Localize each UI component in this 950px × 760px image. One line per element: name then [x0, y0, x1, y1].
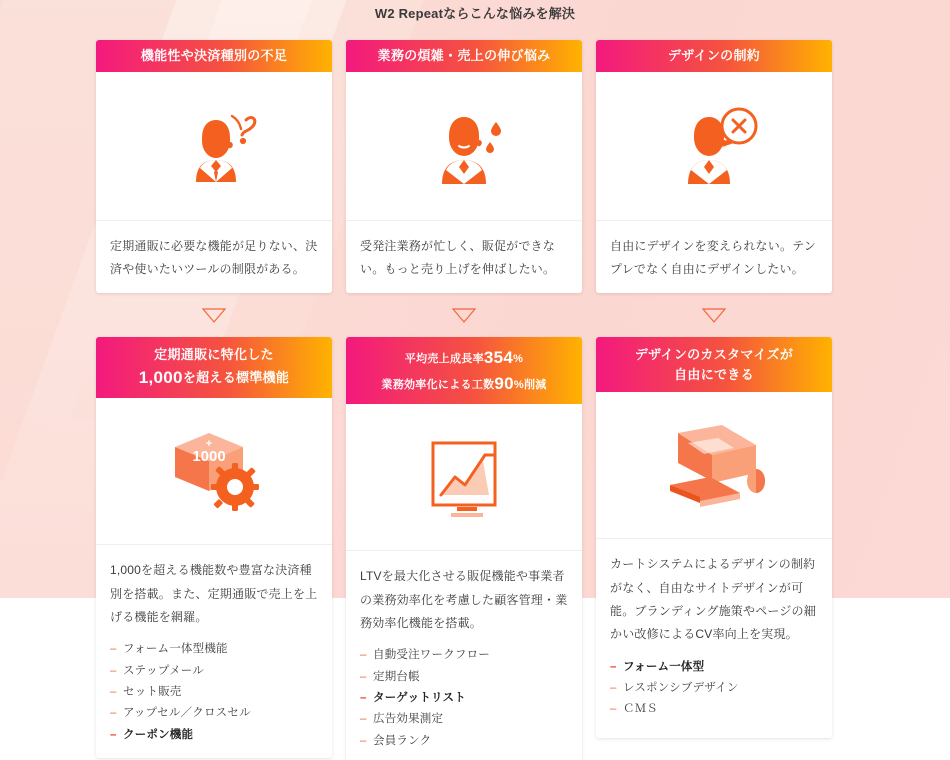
solution-title-line1 — [352, 345, 576, 371]
person-confused-icon — [96, 72, 332, 220]
solution-card-body-wrap — [346, 550, 582, 760]
solution-title-line2 — [352, 371, 576, 397]
solution-row — [96, 337, 854, 760]
problem-card — [96, 40, 332, 293]
desktop-design-icon — [596, 392, 832, 538]
solution-column-3 — [596, 337, 832, 760]
solution-card-body: 1,000を超える機能数や豊富な決済種別を搭載。また、定期通販で売上を上げる機能を網羅。 — [110, 563, 318, 625]
solution-card-title — [96, 337, 332, 398]
solution-feature-list — [360, 645, 568, 751]
solution-column-2 — [346, 337, 582, 760]
problem-card-title: 機能性や決済種別の不足 — [96, 40, 332, 72]
gear-1000plus-icon — [96, 398, 332, 544]
problem-row — [96, 40, 854, 293]
solution-feature-list — [610, 657, 818, 721]
solution-title-line2 — [102, 365, 326, 391]
solution-card-title — [346, 337, 582, 404]
list-item: – 広告効果測定 — [360, 709, 568, 730]
problem-card-body: 自由にデザインを変えられない。テンプレでなく自由にデザインしたい。 — [596, 220, 832, 294]
person-sweating-icon — [346, 72, 582, 220]
solution-card-body-wrap — [596, 538, 832, 738]
solution-card — [346, 337, 582, 760]
solution-card — [96, 337, 332, 758]
solution-title-unit-2: %削減 — [513, 378, 547, 391]
solution-title-line1: デザインのカスタマイズが — [634, 347, 794, 363]
problem-card-title: 業務の煩雑・売上の伸び悩み — [346, 40, 582, 72]
solution-card-body: カートシステムによるデザインの制約がなく、自由なサイトデザインが可能。ブランディング施策やページの細かい改修によるCV率向上を実現。 — [610, 557, 816, 642]
problem-column-2 — [346, 40, 582, 293]
list-item: – クーポン機能 — [110, 725, 318, 746]
list-item: – フォーム一体型機能 — [110, 639, 318, 660]
list-item: – ステップメール — [110, 661, 318, 682]
person-speech-x-icon — [596, 72, 832, 220]
problem-card-title: デザインの制約 — [596, 40, 832, 72]
solution-title-unit: % — [513, 353, 524, 366]
solution-title-number-2: 90 — [494, 373, 514, 393]
svg-text:1000: 1000 — [192, 448, 226, 466]
list-item: – 自動受注ワークフロー — [360, 645, 568, 666]
list-item: – レスポンシブデザイン — [610, 678, 818, 699]
list-item: – ＣＭＳ — [610, 699, 818, 720]
list-item: – セット販売 — [110, 682, 318, 703]
problem-card-body: 受発注業務が忙しく、販促ができない。もっと売り上げを伸ばしたい。 — [346, 220, 582, 294]
problem-card — [596, 40, 832, 293]
cards-grid — [96, 40, 854, 760]
arrow-row — [96, 293, 854, 337]
svg-text:+: + — [205, 438, 213, 451]
solution-title-prefix-2: 業務効率化による工数 — [381, 378, 495, 391]
solution-card-body-wrap — [96, 544, 332, 758]
solution-card — [596, 337, 832, 738]
problem-column-1 — [96, 40, 332, 293]
solution-title-rest: を超える標準機能 — [182, 369, 290, 385]
problem-card-body: 定期通販に必要な機能が足りない、決済や使いたいツールの制限がある。 — [96, 220, 332, 294]
solution-title-prefix: 平均売上成長率 — [404, 353, 484, 366]
problem-card — [346, 40, 582, 293]
solution-title-number: 1,000 — [138, 367, 183, 387]
list-item: – アップセル／クロスセル — [110, 703, 318, 724]
solution-column-1 — [96, 337, 332, 760]
solution-card-body: LTVを最大化させる販促機能や事業者の業務効率化を考慮した顧客管理・業務効率化機能を搭載。 — [360, 569, 568, 631]
problem-column-3 — [596, 40, 832, 293]
solution-title-number: 354 — [483, 348, 514, 368]
page-headline: W2 Repeatならこんな悩みを解決 — [374, 6, 576, 21]
solution-feature-list — [110, 639, 318, 745]
list-item: – 会員ランク — [360, 731, 568, 752]
growth-chart-icon — [346, 404, 582, 550]
solution-title-line1: 定期通販に特化した — [154, 347, 274, 363]
list-item: – 定期台帳 — [360, 667, 568, 688]
triangle-down-icon — [96, 308, 332, 323]
list-item: – フォーム一体型 — [610, 657, 818, 678]
triangle-down-icon — [346, 308, 582, 323]
solution-card-title — [596, 337, 832, 392]
triangle-down-icon — [596, 308, 832, 323]
list-item: – ターゲットリスト — [360, 688, 568, 709]
solution-title-line2: 自由にできる — [674, 366, 754, 382]
